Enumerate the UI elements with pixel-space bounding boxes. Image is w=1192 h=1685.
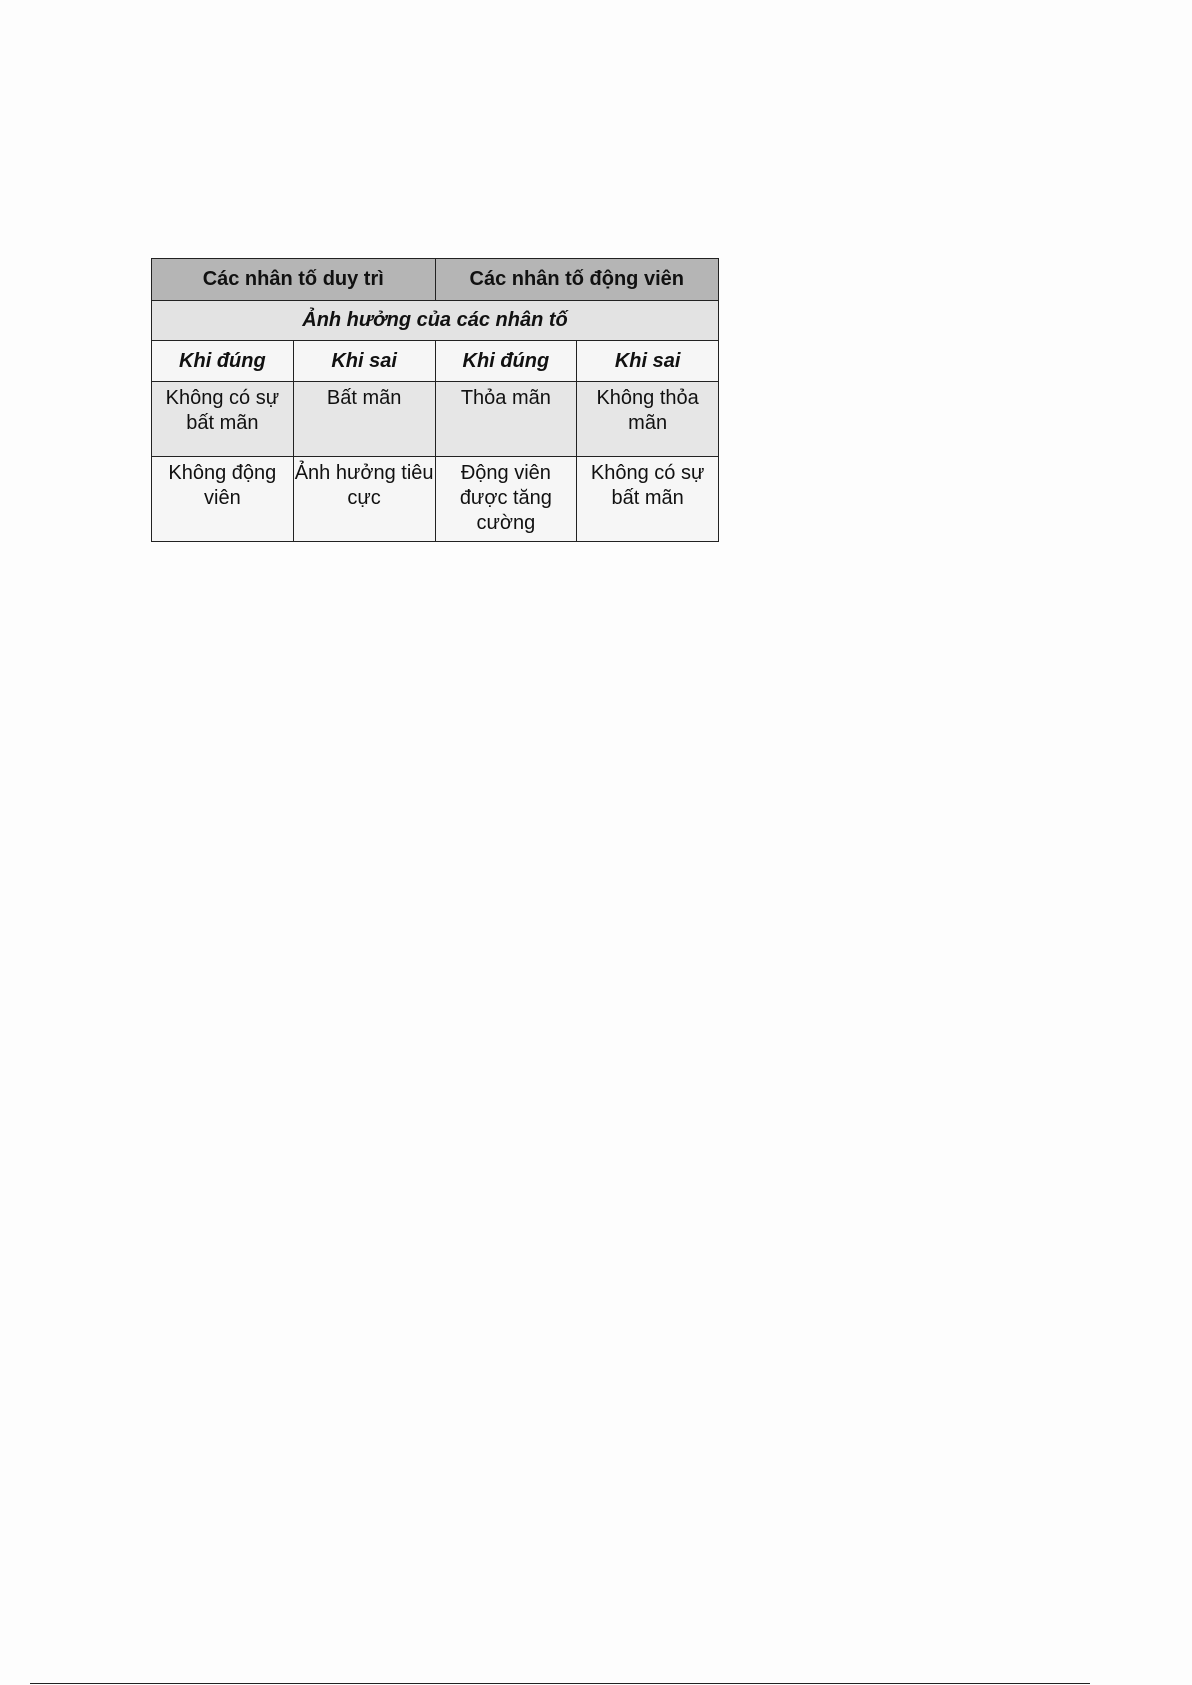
table-row [152, 457, 719, 542]
table-cell: Không động viên [152, 457, 294, 542]
table-cell: Bất mãn [293, 382, 435, 457]
table-cell: Không có sự bất mãn [577, 457, 719, 542]
condition-cell: Khi đúng [435, 341, 577, 382]
condition-row [152, 341, 719, 382]
table-cell: Ảnh hưởng tiêu cực [293, 457, 435, 542]
herzberg-factors-table [151, 258, 719, 542]
table-row [152, 382, 719, 457]
impact-title: Ảnh hưởng của các nhân tố [152, 301, 719, 341]
condition-cell: Khi sai [577, 341, 719, 382]
table-cell: Không thỏa mãn [577, 382, 719, 457]
table-cell: Không có sự bất mãn [152, 382, 294, 457]
table-cell: Thỏa mãn [435, 382, 577, 457]
impact-row [152, 301, 719, 341]
header-maintenance-factors: Các nhân tố duy trì [152, 259, 436, 301]
footer-divider [30, 1683, 1090, 1684]
condition-cell: Khi đúng [152, 341, 294, 382]
header-motivation-factors: Các nhân tố động viên [435, 259, 719, 301]
table-cell: Động viên được tăng cường [435, 457, 577, 542]
table-header-row [152, 259, 719, 301]
condition-cell: Khi sai [293, 341, 435, 382]
